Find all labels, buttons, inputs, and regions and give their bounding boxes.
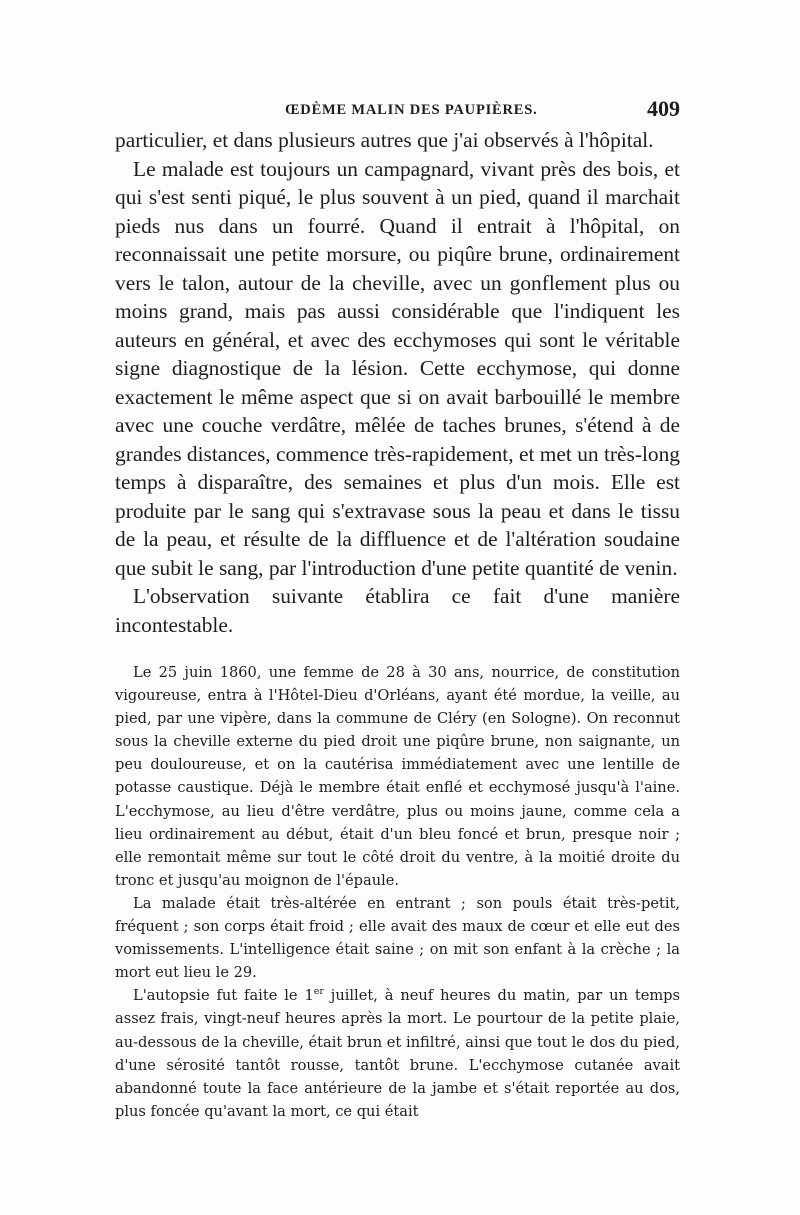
page-header [115, 96, 680, 126]
running-title: ŒDÈME MALIN DES PAUPIÈRES. [285, 102, 538, 118]
paragraph-patient-description: Le malade est toujours un campagnard, vivant près des bois, et qui s'est senti piqué, le plus souvent à un pied, quand il marchait pieds nus dans un fourré. Quand il entrait à l'hôpital, on reconnaissait une petite morsure, ou piqûre brune, ordinairement vers le talon, autour de la cheville, avec un gonflement plus ou moins grand, mais pas aussi considérable que l'indiquent les auteurs en général, et avec des ecchymoses qui sont le véritable signe diagnostique de la lésion. Cette ecchymose, qui donne exactement le même aspect que si on avait barbouillé le membre avec une couche verdâtre, mêlée de taches brunes, s'étend à de grandes distances, commence très-rapidement, et met un très-long temps à disparaître, des semaines et plus d'un mois. Elle est produite par le sang qui s'extravase sous la peau et dans le tissu de la peau, et résulte de la diffluence et de l'altération soudaine que subit le sang, par l'introduction d'une petite quantité de venin. [115, 156, 680, 580]
observation-symptoms: La malade était très-altérée en entrant ; son pouls était très-petit, fréquent ; son corps était froid ; elle avait des maux de cœur et elle eut des vomissements. L'intelligence était saine ; on mit son enfant à la crèche ; la mort eut lieu le 29. [115, 894, 680, 982]
main-text [115, 126, 680, 639]
autopsy-text-start: L'autopsie fut faite le 1 [133, 987, 314, 1005]
ordinal-superscript: er [313, 986, 324, 998]
autopsy-text-end: juillet, à neuf heures du matin, par un temps assez frais, vingt-neuf heures après la mort. Le pourtour de la petite plaie, au-dessous de la cheville, était brun et infiltré, ainsi que tout le dos du pied, d'une sérosité tantôt rousse, tantôt brune. L'ecchymose cutanée avait abandonné toute la face antérieure de la jambe et s'était reportée au dos, plus foncée qu'avant la mort, ce qui était [115, 987, 680, 1120]
paragraph-observation-intro: L'observation suivante établira ce fait d'une manière incontestable. [115, 584, 680, 637]
observation-text [115, 661, 680, 1123]
observation-autopsy [115, 984, 680, 1123]
observation-case: Le 25 juin 1860, une femme de 28 à 30 ans, nourrice, de constitution vigoureuse, entra à l'Hôtel-Dieu d'Orléans, ayant été mordue, la veille, au pied, par une vipère, dans la commune de Cléry (en Sologne). On reconnut sous la cheville externe du pied droit une piqûre brune, non saignante, un peu douloureuse, et on la cautérisa immédiatement avec une lentille de potasse caustique. Déjà le membre était enflé et ecchymosé jusqu'à l'aine. L'ecchymose, au lieu d'être verdâtre, plus ou moins jaune, comme cela a lieu ordinairement au début, était d'un bleu foncé et brun, presque noir ; elle remontait même sur tout le côté droit du ventre, à la moitié droite du tronc et jusqu'au moignon de l'épaule. [115, 664, 680, 889]
paragraph-continuation: particulier, et dans plusieurs autres que j'ai observés à l'hôpital. [115, 128, 654, 152]
page-number: 409 [647, 96, 680, 121]
